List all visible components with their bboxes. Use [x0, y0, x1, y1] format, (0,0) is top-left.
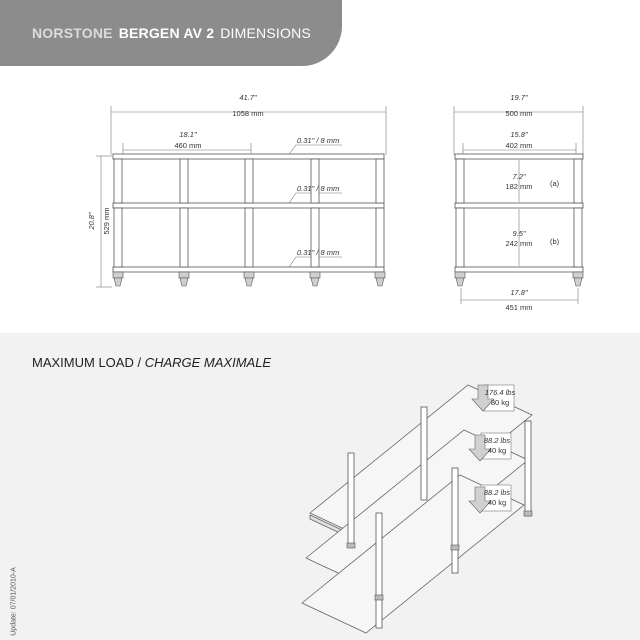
lower-gap-mm-label: 242 mm [505, 239, 533, 248]
shelf-thickness-label-middle: 0.31" / 8 mm [297, 184, 340, 193]
load-isometric-drawing [0, 333, 640, 640]
foot-depth-mm-label: 451 mm [505, 303, 533, 312]
shelf-thickness-label-top: 0.31" / 8 mm [297, 136, 340, 145]
bottom-load-kg: 40 kg [487, 498, 507, 507]
foot-depth-in-label: 17.8" [510, 288, 528, 297]
upper-gap-in-label: 7.2" [512, 172, 526, 181]
middle-load-lbs: 88.2 lbs [483, 436, 511, 445]
shelf-depth-mm-label: 402 mm [505, 141, 533, 150]
front-top-shelf [113, 154, 384, 159]
max-load-title-fr: CHARGE MAXIMALE [144, 355, 272, 370]
max-load-title-en: MAXIMUM LOAD [32, 355, 134, 370]
front-middle-shelf [113, 203, 384, 208]
shelf-thickness-label-bottom: 0.31" / 8 mm [297, 248, 340, 257]
update-note: Update: 07/01/2010-A [10, 567, 18, 636]
top-load-kg: 80 kg [490, 398, 510, 407]
middle-load-kg: 40 kg [487, 446, 507, 455]
upper-gap-tag: (a) [550, 179, 560, 188]
bay-width-mm-label: 460 mm [174, 141, 202, 150]
side-top-shelf [455, 154, 583, 159]
height-mm-label: 529 mm [102, 207, 111, 235]
lower-gap-tag: (b) [550, 237, 560, 246]
side-feet [455, 272, 583, 286]
overall-depth-in-label: 19.7" [510, 93, 528, 102]
upper-gap-mm-label: 182 mm [505, 182, 533, 191]
front-bottom-shelf [113, 267, 384, 272]
brand-name: NORSTONE [32, 25, 113, 41]
bottom-load-lbs: 88.2 lbs [483, 488, 511, 497]
model-name: BERGEN AV 2 [118, 25, 215, 41]
height-in-label: 20.8" [87, 212, 96, 230]
title-separator: / [133, 355, 145, 370]
front-pillars [114, 159, 384, 267]
front-feet [113, 272, 385, 286]
side-middle-shelf [455, 203, 583, 208]
shelf-depth-in-label: 15.8" [510, 130, 528, 139]
overall-depth-mm-label: 500 mm [505, 109, 533, 118]
side-bottom-shelf [455, 267, 583, 272]
bay-width-in-label: 18.1" [179, 130, 197, 139]
overall-width-mm-label: 1058 mm [232, 109, 264, 118]
lower-gap-in-label: 9.5" [512, 229, 526, 238]
overall-width-in-label: 41.7" [239, 93, 257, 102]
document-type: DIMENSIONS [220, 25, 311, 41]
top-load-lbs: 176.4 lbs [484, 388, 516, 397]
